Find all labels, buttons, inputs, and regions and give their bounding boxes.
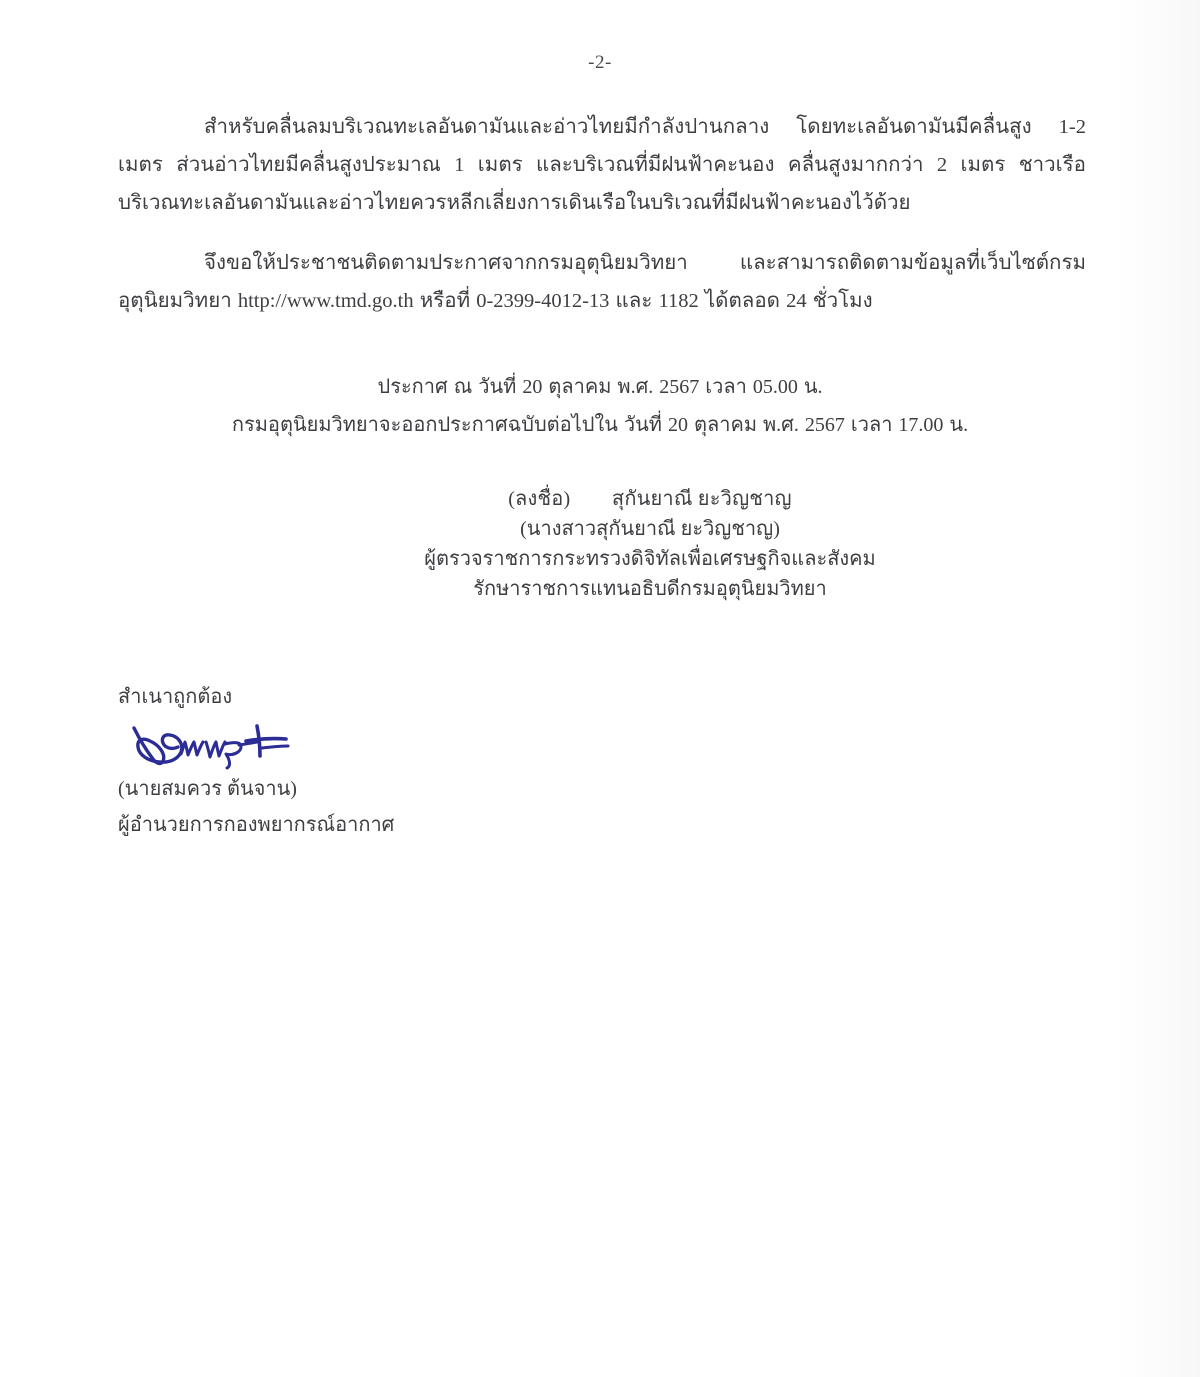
signed-by-line: (ลงชื่อ) สุกันยาณี ยะวิญชาญ — [508, 488, 792, 510]
issued-date-line: ประกาศ ณ วันที่ 20 ตุลาคม พ.ศ. 2567 เวลา 05.00 น. — [377, 376, 823, 398]
document-body — [118, 108, 1086, 320]
paragraph-public-advisory: จึงขอให้ประชาชนติดตามประกาศจากกรมอุตุนิยมวิทยา และสามารถติดตามข้อมูลที่เว็บไซต์กรมอุตุนิยมวิทยา http://www.tmd.go.th หรือที่ 0-2399-4012-13 และ 1182 ได้ตลอด 24 ชั่วโมง — [118, 252, 1086, 312]
certifier-title: ผู้อำนวยการกองพยากรณ์อากาศ — [118, 814, 395, 836]
paragraph-sea-conditions: สำหรับคลื่นลมบริเวณทะเลอันดามันและอ่าวไทยมีกำลังปานกลาง โดยทะเลอันดามันมีคลื่นสูง 1-2 เมตร ส่วนอ่าวไทยมีคลื่นสูงประมาณ 1 เมตร และบริเวณที่มีฝนฟ้าคะนอง คลื่นสูงมากกว่า 2 เมตร ชาวเรือบริเวณทะเลอันดามันและอ่าวไทยควรหลีกเลี่ยงการเดินเรือในบริเวณที่มีฝนฟ้าคะนองไว้ด้วย — [118, 116, 1086, 214]
page-number: -2- — [588, 52, 612, 73]
certified-copy-label: สำเนาถูกต้อง — [118, 686, 233, 708]
certified-copy-block — [118, 682, 638, 844]
next-issue-line: กรมอุตุนิยมวิทยาจะออกประกาศฉบับต่อไปใน วันที่ 20 ตุลาคม พ.ศ. 2567 เวลา 17.00 น. — [231, 414, 969, 436]
signatory-block — [330, 484, 970, 604]
issue-info-block — [0, 368, 1200, 444]
signatory-printed-name: (นางสาวสุกันยาณี ยะวิญชาญ) — [520, 518, 780, 540]
certifier-name: (นายสมควร ต้นจาน) — [118, 778, 297, 800]
signatory-position-line-2: รักษาราชการแทนอธิบดีกรมอุตุนิยมวิทยา — [473, 578, 827, 600]
signatory-position-line-1: ผู้ตรวจราชการกระทรวงดิจิทัลเพื่อเศรษฐกิจและสังคม — [424, 548, 876, 570]
handwritten-signature-icon — [126, 714, 301, 770]
